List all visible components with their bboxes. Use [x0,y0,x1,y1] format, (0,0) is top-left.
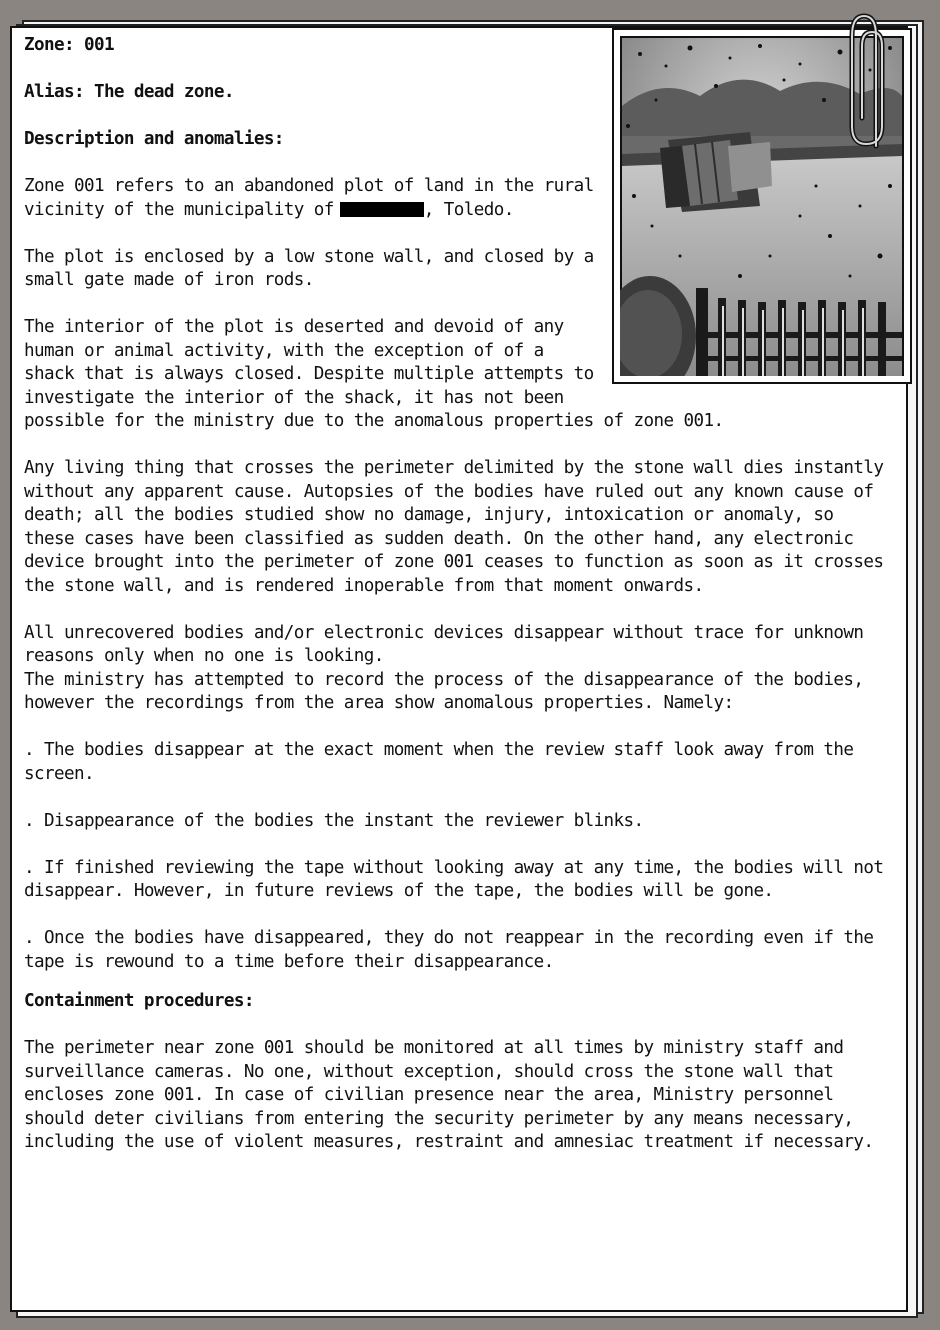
paperclip-icon [846,6,894,156]
description-heading: Description and anomalies: [24,129,284,149]
alias-text: Alias: The dead zone. [24,82,234,102]
containment-paragraph: The perimeter near zone 001 should be monitored at all times by ministry staff and surveillance cameras. No one, without exception, should cross the stone wall that encloses zone 001. In case of civilian presence near the area, Ministry personnel should deter civilians from entering the security perimeter by any means necessary, including the use of violent measures, restraint and amnesiac treatment if necessary. [24,1038,874,1152]
redaction-bar [340,202,424,217]
anomaly-bullet-4: . Once the bodies have disappeared, they do not reappear in the recording even if the tape is rewound to a time before their disappearance. [24,928,874,972]
description-paragraph-1-b: , Toledo. [423,199,514,220]
anomaly-bullet-1: . The bodies disappear at the exact moment when the review staff look away from the screen. [24,740,854,784]
description-paragraph-4: Any living thing that crosses the perimeter delimited by the stone wall dies instantly without any apparent cause. Autopsies of the bodies have ruled out any known cause of death; all the bodies studied show no damage, injury, intoxication or anomaly, so these cases have been classified as sudden death. On the other hand, any electronic device brought into the perimeter of zone 001 ceases to function as soon as it crosses the stone wall, and is rendered inoperable from that moment onwards. [24,458,884,596]
containment-heading: Containment procedures: [24,991,254,1011]
zone-label: Zone: 001 [24,35,114,55]
description-paragraph-5 [24,622,892,716]
document-body [24,34,892,1178]
description-paragraph-5-a: All unrecovered bodies and/or electronic devices disappear without trace for unknown reasons only when no one is looking. [24,622,864,666]
description-paragraph-2: The plot is enclosed by a low stone wall, and closed by a small gate made of iron rods. [24,246,594,290]
description-paragraph-1-a: Zone 001 refers to an abandoned plot of land in the rural vicinity of the municipality of [24,176,594,220]
anomaly-bullet-2: . Disappearance of the bodies the instant the reviewer blinks. [24,810,644,831]
anomaly-bullet-3: . If finished reviewing the tape without looking away at any time, the bodies will not disappear. However, in future reviews of the tape, the bodies will be gone. [24,857,884,901]
description-paragraph-3: The interior of the plot is deserted and devoid of any human or animal activity, with the exception of of a shack that is always closed. Despite multiple attempts to investigate the interior of the shack, it has not been possible for the ministry due to the anomalous properties of zone 001. [24,317,724,431]
description-paragraph-5-b: The ministry has attempted to record the process of the disappearance of the bodies, however the recordings from the area show anomalous properties. Namely: [24,669,864,713]
document-page [10,26,908,1312]
